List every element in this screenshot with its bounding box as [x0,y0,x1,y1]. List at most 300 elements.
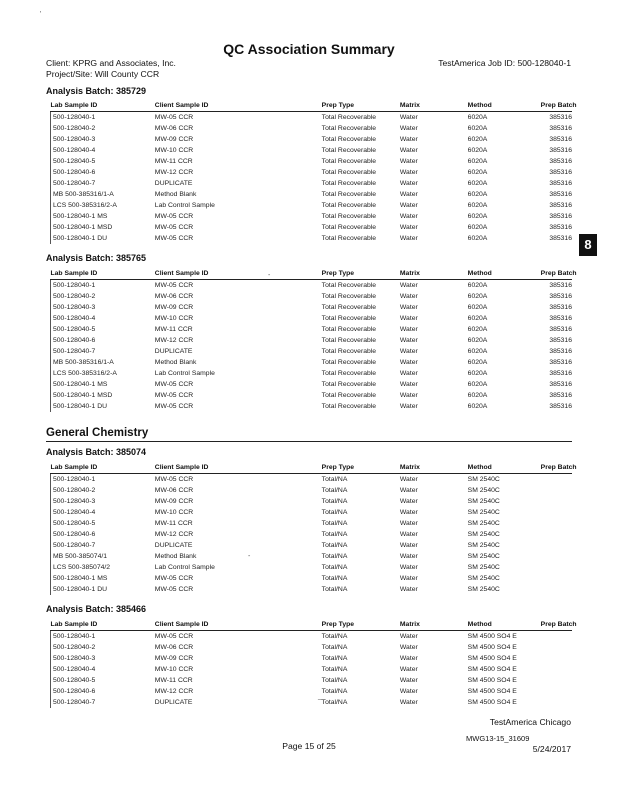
matrix-cell: Water [399,520,418,527]
prep-type-cell: Total/NA [321,677,348,684]
matrix-cell: Water [399,564,418,571]
prep-type-cell: Total/NA [321,688,348,695]
prep-type-cell: Total/NA [321,487,348,494]
prep-type-cell: Total/NA [321,531,348,538]
matrix-cell: Water [399,487,418,494]
table-header-row [51,462,573,474]
method-cell: 6020A [467,191,488,198]
prep-type-cell: Total Recoverable [321,326,377,333]
prep-type-cell: Total Recoverable [321,282,377,289]
col-prep-type: Prep Type [322,619,400,631]
prep-batch-cell: 385316 [549,136,572,143]
table-header-row [51,619,573,631]
table-row [51,368,573,379]
lab-sample-id-cell: 500-128040-5 [51,156,155,167]
prep-type-cell: Total Recoverable [321,114,377,121]
table-row [51,664,573,675]
table-row [51,167,573,178]
prep-type-cell: Total/NA [321,498,348,505]
scan-mark: _ [318,693,322,700]
prep-batch-cell [541,642,572,653]
prep-batch-cell: 385316 [549,169,572,176]
table-row [51,697,573,708]
client-sample-id-cell: MW-12 CCR [154,688,194,695]
prep-batch-cell [541,584,572,595]
lab-sample-id-cell: 500-128040-1 [51,474,155,486]
prep-type-cell: Total/NA [321,520,348,527]
prep-batch-cell [541,573,572,584]
client-sample-id-cell: MW-11 CCR [154,326,193,333]
method-cell: SM 4500 SO4 E [467,655,517,662]
prep-type-cell: Total/NA [321,476,348,483]
client-sample-id-cell: Method Blank [154,359,197,366]
col-lab-sample-id: Lab Sample ID [51,100,155,112]
lab-sample-id-cell: MB 500-385316/1-A [51,357,155,368]
table-row [51,379,573,390]
prep-batch-cell: 385316 [549,180,572,187]
client-sample-id-cell: Method Blank [154,191,197,198]
prep-batch-cell [541,675,572,686]
prep-batch-cell [541,631,572,643]
table-row [51,112,573,124]
matrix-cell: Water [399,498,418,505]
method-cell: SM 2540C [467,509,500,516]
table-row [51,222,573,233]
client-sample-id-cell: MW-06 CCR [154,125,194,132]
prep-batch-cell [541,518,572,529]
method-cell: 6020A [467,125,488,132]
lab-sample-id-cell: 500-128040-1 [51,112,155,124]
col-lab-sample-id: Lab Sample ID [51,268,155,280]
table-row [51,518,573,529]
prep-batch-cell [541,562,572,573]
method-cell: 6020A [467,202,488,209]
batch-table [50,100,577,244]
table-row [51,145,573,156]
table-row [51,335,573,346]
lab-sample-id-cell: 500-128040-5 [51,675,155,686]
method-cell: 6020A [467,224,488,231]
table-row [51,156,573,167]
lab-sample-id-cell: LCS 500-385074/2 [51,562,155,573]
client-sample-id-cell: MW-11 CCR [154,677,193,684]
matrix-cell: Water [399,509,418,516]
table-row [51,631,573,643]
prep-batch-cell: 385316 [549,381,572,388]
page-title: QC Association Summary [223,41,395,57]
matrix-cell: Water [399,666,418,673]
table-row [51,211,573,222]
matrix-cell: Water [399,224,418,231]
matrix-cell: Water [399,359,418,366]
method-cell: 6020A [467,315,488,322]
col-prep-type: Prep Type [322,268,400,280]
table-row [51,390,573,401]
prep-type-cell: Total Recoverable [321,158,377,165]
prep-type-cell: Total/NA [321,564,348,571]
method-cell: 6020A [467,304,488,311]
client-sample-id-cell: MW-05 CCR [154,476,194,483]
table-row [51,496,573,507]
matrix-cell: Water [399,633,418,640]
prep-batch-cell: 385316 [549,392,572,399]
prep-type-cell: Total/NA [321,509,348,516]
prep-batch-cell [541,551,572,562]
matrix-cell: Water [399,158,418,165]
lab-sample-id-cell: 500-128040-6 [51,686,155,697]
method-cell: 6020A [467,158,488,165]
matrix-cell: Water [399,147,418,154]
client-sample-id-cell: MW-09 CCR [154,655,194,662]
method-cell: 6020A [467,147,488,154]
matrix-cell: Water [399,699,418,706]
lab-sample-id-cell: 500-128040-6 [51,529,155,540]
matrix-cell: Water [399,114,418,121]
prep-batch-cell: 385316 [549,348,572,355]
lab-sample-id-cell: 500-128040-4 [51,145,155,156]
client-sample-id-cell: DUPLICATE [154,348,193,355]
client-sample-id-cell: MW-10 CCR [154,666,194,673]
table-row [51,134,573,145]
prep-batch-cell: 385316 [549,359,572,366]
table-row [51,642,573,653]
method-cell: 6020A [467,403,488,410]
matrix-cell: Water [399,125,418,132]
prep-type-cell: Total Recoverable [321,202,377,209]
method-cell: 6020A [467,114,488,121]
lab-sample-id-cell: 500-128040-2 [51,485,155,496]
batch-table [50,462,577,595]
prep-batch-cell [541,507,572,518]
client-sample-id-cell: MW-05 CCR [154,114,194,121]
prep-batch-cell: 385316 [549,315,572,322]
prep-type-cell: Total Recoverable [321,169,377,176]
matrix-cell: Water [399,180,418,187]
prep-type-cell: Total Recoverable [321,337,377,344]
matrix-cell: Water [399,403,418,410]
method-cell: 6020A [467,359,488,366]
table-row [51,540,573,551]
prep-batch-cell: 385316 [549,158,572,165]
method-cell: SM 2540C [467,575,500,582]
table-row [51,233,573,244]
lab-sample-id-cell: 500-128040-7 [51,540,155,551]
matrix-cell: Water [399,348,418,355]
table-row [51,313,573,324]
lab-sample-id-cell: 500-128040-4 [51,664,155,675]
client-sample-id-cell: MW-05 CCR [154,403,194,410]
lab-sample-id-cell: 500-128040-2 [51,291,155,302]
prep-batch-cell: 385316 [549,213,572,220]
client-sample-id-cell: MW-06 CCR [154,644,194,651]
table-row [51,324,573,335]
lab-sample-id-cell: 500-128040-1 MS [51,573,155,584]
method-cell: 6020A [467,337,488,344]
matrix-cell: Water [399,542,418,549]
prep-batch-cell [541,474,572,486]
table-row [51,653,573,664]
client-sample-id-cell: MW-10 CCR [154,147,194,154]
prep-type-cell: Total/NA [321,553,348,560]
prep-batch-cell [541,485,572,496]
col-client-sample-id: Client Sample ID [155,100,322,112]
table-row [51,562,573,573]
matrix-cell: Water [399,213,418,220]
section-title: General Chemistry [46,427,149,439]
col-prep-batch: Prep Batch [541,462,572,474]
table-row [51,401,573,412]
lab-sample-id-cell: 500-128040-3 [51,496,155,507]
method-cell: 6020A [467,370,488,377]
matrix-cell: Water [399,553,418,560]
prep-type-cell: Total Recoverable [321,191,377,198]
method-cell: SM 4500 SO4 E [467,666,517,673]
matrix-cell: Water [399,235,418,242]
prep-type-cell: Total Recoverable [321,370,377,377]
matrix-cell: Water [399,392,418,399]
lab-sample-id-cell: 500-128040-7 [51,346,155,357]
prep-batch-cell: 385316 [549,326,572,333]
prep-batch-cell: 385316 [549,114,572,121]
prep-type-cell: Total Recoverable [321,348,377,355]
prep-batch-cell: 385316 [549,370,572,377]
method-cell: 6020A [467,392,488,399]
client-sample-id-cell: MW-05 CCR [154,575,194,582]
lab-sample-id-cell: 500-128040-1 DU [51,401,155,412]
table-header-row [51,100,573,112]
method-cell: SM 2540C [467,520,500,527]
matrix-cell: Water [399,191,418,198]
lab-sample-id-cell: 500-128040-4 [51,507,155,518]
col-prep-batch: Prep Batch [541,268,572,280]
prep-type-cell: Total Recoverable [321,180,377,187]
col-method: Method [468,619,541,631]
client-sample-id-cell: MW-05 CCR [154,586,194,593]
matrix-cell: Water [399,337,418,344]
table-row [51,189,573,200]
table-row [51,280,573,292]
method-cell: SM 2540C [467,498,500,505]
table-row [51,551,573,562]
scan-mark: - [268,272,271,279]
table-row [51,675,573,686]
batch-label: Analysis Batch: 385729 [46,86,147,96]
prep-batch-cell: 385316 [549,293,572,300]
prep-type-cell: Total Recoverable [321,213,377,220]
batch-label: Analysis Batch: 385466 [46,604,147,614]
lab-sample-id-cell: LCS 500-385316/2-A [51,368,155,379]
client-sample-id-cell: MW-05 CCR [154,224,194,231]
lab-sample-id-cell: 500-128040-1 MS [51,211,155,222]
scan-mark: - [248,553,251,560]
matrix-cell: Water [399,315,418,322]
table-row [51,357,573,368]
matrix-cell: Water [399,575,418,582]
method-cell: SM 4500 SO4 E [467,644,517,651]
prep-batch-cell: 385316 [549,125,572,132]
client-sample-id-cell: MW-12 CCR [154,531,194,538]
prep-batch-cell: 385316 [549,191,572,198]
table-row [51,346,573,357]
col-client-sample-id: Client Sample ID [155,462,322,474]
lab-sample-id-cell: 500-128040-3 [51,302,155,313]
prep-type-cell: Total Recoverable [321,125,377,132]
table-row [51,584,573,595]
method-cell: SM 2540C [467,476,500,483]
method-cell: 6020A [467,282,488,289]
lab-sample-id-cell: 500-128040-5 [51,324,155,335]
col-prep-batch: Prep Batch [541,100,572,112]
col-matrix: Matrix [400,462,468,474]
lab-sample-id-cell: 500-128040-1 MSD [51,390,155,401]
prep-type-cell: Total Recoverable [321,359,377,366]
matrix-cell: Water [399,304,418,311]
table-row [51,291,573,302]
method-cell: 6020A [467,136,488,143]
client-sample-id-cell: MW-09 CCR [154,136,194,143]
footer-stamp: MWG13-15_31609 [466,734,530,743]
method-cell: SM 2540C [467,542,500,549]
lab-sample-id-cell: 500-128040-6 [51,335,155,346]
prep-type-cell: Total Recoverable [321,224,377,231]
client-sample-id-cell: MW-10 CCR [154,315,194,322]
prep-batch-cell: 385316 [549,403,572,410]
lab-sample-id-cell: MB 500-385074/1 [51,551,155,562]
method-cell: 6020A [467,213,488,220]
table-row [51,474,573,486]
client-sample-id-cell: MW-05 CCR [154,282,194,289]
lab-sample-id-cell: 500-128040-1 DU [51,584,155,595]
col-matrix: Matrix [400,619,468,631]
section-tab: 8 [579,234,597,256]
footer-date: 5/24/2017 [532,744,571,754]
prep-type-cell: Total Recoverable [321,381,377,388]
batch-table [50,619,577,708]
prep-type-cell: Total Recoverable [321,392,377,399]
method-cell: SM 2540C [467,487,500,494]
prep-batch-cell: 385316 [549,147,572,154]
lab-sample-id-cell: 500-128040-1 [51,631,155,643]
prep-batch-cell [541,686,572,697]
method-cell: SM 4500 SO4 E [467,677,517,684]
table-row [51,123,573,134]
matrix-cell: Water [399,677,418,684]
client-sample-id-cell: MW-09 CCR [154,498,194,505]
lab-sample-id-cell: 500-128040-1 MS [51,379,155,390]
method-cell: SM 4500 SO4 E [467,633,517,640]
client-sample-id-cell: MW-05 CCR [154,381,194,388]
method-cell: 6020A [467,235,488,242]
col-method: Method [468,268,541,280]
method-cell: 6020A [467,293,488,300]
footer-page: Page 15 of 25 [282,741,336,751]
lab-sample-id-cell: 500-128040-1 MSD [51,222,155,233]
matrix-cell: Water [399,688,418,695]
matrix-cell: Water [399,644,418,651]
matrix-cell: Water [399,586,418,593]
matrix-cell: Water [399,282,418,289]
client-sample-id-cell: MW-12 CCR [154,337,194,344]
batch-table [50,268,577,412]
client-name: Client: KPRG and Associates, Inc. [46,58,176,68]
col-prep-type: Prep Type [322,462,400,474]
prep-type-cell: Total Recoverable [321,147,377,154]
matrix-cell: Water [399,293,418,300]
prep-type-cell: Total Recoverable [321,403,377,410]
col-lab-sample-id: Lab Sample ID [51,619,155,631]
table-row [51,485,573,496]
scan-mark: ' [40,11,42,18]
table-row [51,573,573,584]
col-matrix: Matrix [400,268,468,280]
method-cell: SM 4500 SO4 E [467,699,517,706]
matrix-cell: Water [399,381,418,388]
col-lab-sample-id: Lab Sample ID [51,462,155,474]
prep-batch-cell: 385316 [549,337,572,344]
table-row [51,178,573,189]
col-client-sample-id: Client Sample ID [155,619,322,631]
lab-sample-id-cell: 500-128040-3 [51,134,155,145]
client-sample-id-cell: DUPLICATE [154,180,193,187]
method-cell: 6020A [467,169,488,176]
method-cell: 6020A [467,326,488,333]
client-sample-id-cell: DUPLICATE [154,699,193,706]
client-sample-id-cell: MW-12 CCR [154,169,194,176]
prep-type-cell: Total/NA [321,655,348,662]
prep-type-cell: Total/NA [321,575,348,582]
matrix-cell: Water [399,169,418,176]
col-method: Method [468,462,541,474]
matrix-cell: Water [399,476,418,483]
client-sample-id-cell: MW-05 CCR [154,392,194,399]
prep-type-cell: Total Recoverable [321,304,377,311]
prep-type-cell: Total/NA [321,542,348,549]
prep-batch-cell: 385316 [549,304,572,311]
prep-type-cell: Total/NA [321,633,348,640]
prep-batch-cell: 385316 [549,224,572,231]
matrix-cell: Water [399,202,418,209]
method-cell: SM 2540C [467,531,500,538]
client-sample-id-cell: DUPLICATE [154,542,193,549]
lab-sample-id-cell: 500-128040-7 [51,697,155,708]
client-sample-id-cell: MW-06 CCR [154,293,194,300]
footer-lab: TestAmerica Chicago [489,717,571,727]
prep-batch-cell [541,496,572,507]
client-sample-id-cell: Method Blank [154,553,197,560]
lab-sample-id-cell: 500-128040-4 [51,313,155,324]
client-sample-id-cell: MW-05 CCR [154,633,194,640]
col-prep-type: Prep Type [322,100,400,112]
method-cell: 6020A [467,180,488,187]
client-sample-id-cell: MW-11 CCR [154,158,193,165]
client-sample-id-cell: MW-10 CCR [154,509,194,516]
matrix-cell: Water [399,531,418,538]
lab-sample-id-cell: 500-128040-1 [51,280,155,292]
table-row [51,507,573,518]
client-sample-id-cell: MW-05 CCR [154,213,194,220]
prep-type-cell: Total Recoverable [321,136,377,143]
method-cell: 6020A [467,348,488,355]
method-cell: SM 4500 SO4 E [467,688,517,695]
prep-type-cell: Total Recoverable [321,315,377,322]
client-sample-id-cell: Lab Control Sample [154,564,215,571]
prep-type-cell: Total Recoverable [321,235,377,242]
client-sample-id-cell: MW-09 CCR [154,304,194,311]
matrix-cell: Water [399,655,418,662]
batch-label: Analysis Batch: 385074 [46,447,147,457]
col-method: Method [468,100,541,112]
col-prep-batch: Prep Batch [541,619,572,631]
